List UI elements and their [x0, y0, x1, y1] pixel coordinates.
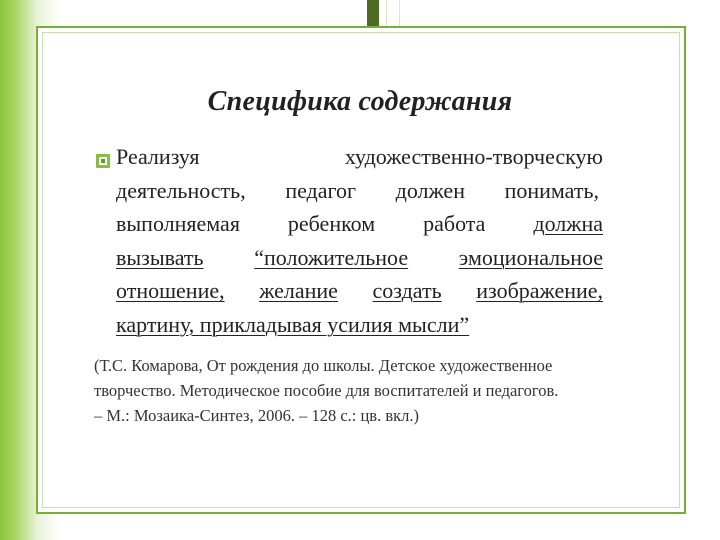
- top-decoration-light: [386, 0, 400, 28]
- body-line-3: [116, 207, 603, 241]
- body-word-underlined: желание: [259, 278, 338, 303]
- body-word: понимать,: [504, 177, 600, 203]
- body-word: ребенком: [287, 211, 376, 236]
- body-text: [116, 140, 603, 341]
- body-word: выполняемая: [116, 211, 240, 236]
- body-word-underlined: “положительное: [254, 244, 409, 270]
- body-word-underlined: изображение,: [476, 278, 604, 303]
- body-word: Реализуя: [116, 144, 200, 169]
- body-line-5: [116, 274, 603, 308]
- body-word-underlined: отношение,: [116, 278, 225, 303]
- body-word-underlined: создать: [372, 278, 442, 303]
- body-word-underlined: эмоциональное: [458, 244, 604, 270]
- body-word-underlined: должна: [533, 211, 603, 236]
- body-line-1: [116, 140, 603, 174]
- body-word: художественно-творческую: [344, 144, 603, 169]
- body-line-6: [116, 308, 603, 342]
- citation-line: творчество. Методическое пособие для воспитателей и педагогов.: [94, 381, 559, 400]
- body-word: должен: [395, 177, 465, 203]
- body-line-2: [116, 174, 603, 208]
- slide-title: Специфика содержания: [207, 86, 513, 117]
- citation-line: (Т.С. Комарова, От рождения до школы. Детское художественное: [94, 356, 553, 375]
- square-bullet-icon: [96, 154, 110, 168]
- body-line-4: [116, 241, 603, 275]
- body-word: работа: [423, 211, 486, 236]
- body-word-underlined: вызывать: [116, 244, 204, 270]
- body-word-underlined: картину, прикладывая усилия мысли”: [116, 311, 470, 337]
- top-decoration-dark: [367, 0, 379, 28]
- citation-line: – М.: Мозаика-Синтез, 2006. – 128 с.: цв. вкл.): [94, 406, 420, 425]
- citation: [94, 353, 610, 428]
- body-word: педагог: [285, 177, 357, 203]
- body-word: деятельность,: [116, 177, 246, 203]
